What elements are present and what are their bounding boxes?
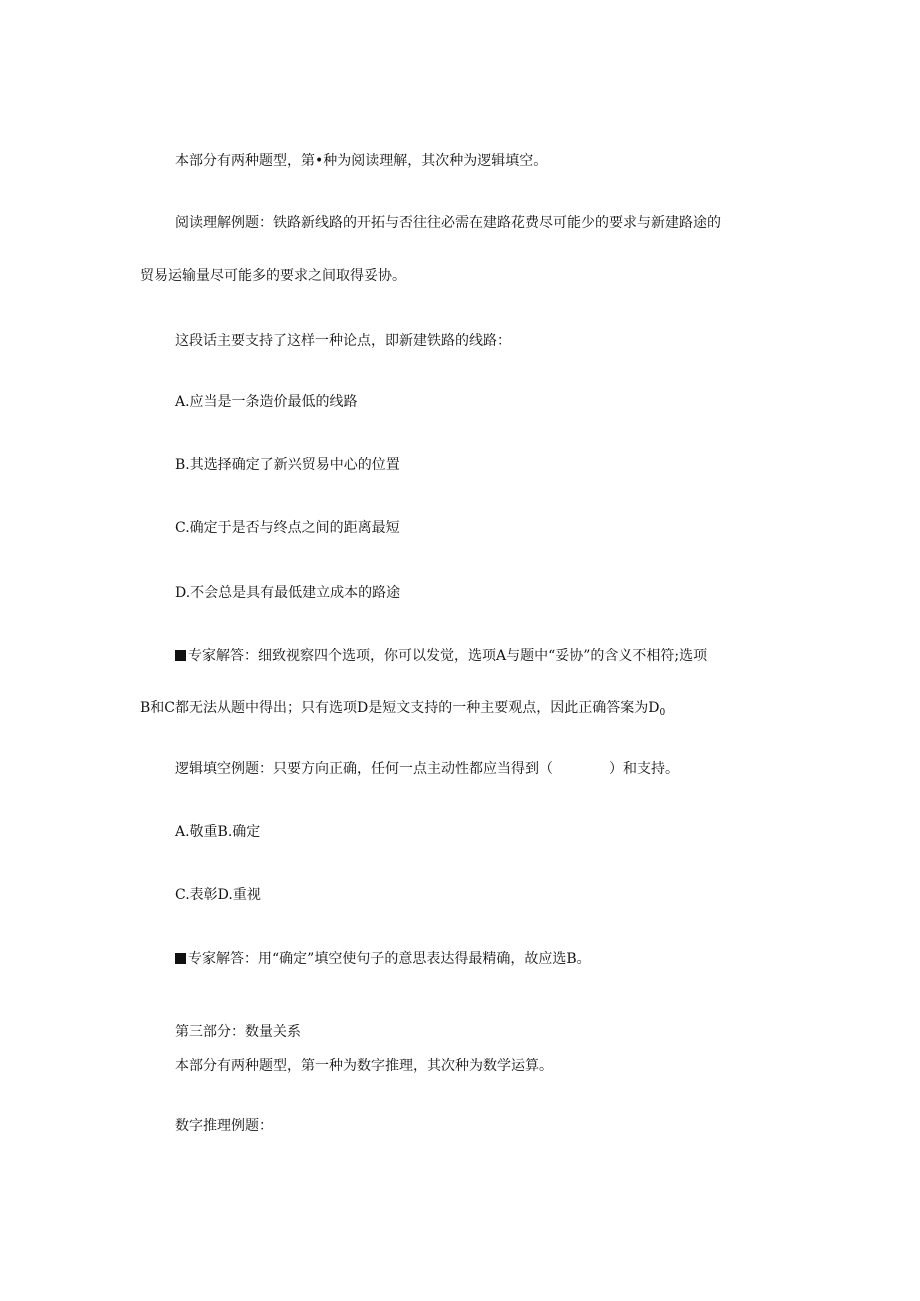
logic-options-line-1: A.敬重B.确定 xyxy=(175,824,261,840)
logic-answer xyxy=(175,950,591,968)
reading-answer-line-2 xyxy=(140,699,665,717)
reading-option-c: C.确定于是否与终点之间的距离最短 xyxy=(175,520,400,536)
square-bullet-icon xyxy=(175,650,186,661)
reading-answer-text-2: B和C都无法从题中得出；只有选项D是短文支持的一种主要观点，因此正确答案为D xyxy=(140,700,660,716)
reading-option-a: A.应当是一条造价最低的线路 xyxy=(175,394,358,410)
part3-heading: 第三部分：数量关系 xyxy=(175,1024,301,1040)
square-bullet-icon xyxy=(175,953,186,964)
part3-intro: 本部分有两种题型，第一种为数字推理，其次种为数学运算。 xyxy=(175,1058,553,1074)
section-intro: 本部分有两种题型，第•种为阅读理解，其次种为逻辑填空。 xyxy=(175,153,548,169)
logic-answer-text: 专家解答：用“确定”填空使句子的意思表达得最精确，故应选B。 xyxy=(188,951,591,967)
reading-question-line-1: 阅读理解例题：铁路新线路的开拓与否往往必需在建路花费尽可能少的要求与新建路途的 xyxy=(175,215,721,231)
logic-question xyxy=(175,760,679,778)
logic-options-line-2: C.表彰D.重视 xyxy=(175,887,261,903)
reading-option-d: D.不会总是具有最低建立成本的路途 xyxy=(175,585,401,601)
reading-prompt: 这段话主要支持了这样一种论点，即新建铁路的线路： xyxy=(175,333,511,349)
reading-option-b: B.其选择确定了新兴贸易中心的位置 xyxy=(175,457,400,473)
logic-question-pre: 逻辑填空例题：只要方向正确，任何一点主动性都应当得到（ xyxy=(175,761,553,777)
answer-subscript: 0 xyxy=(659,708,666,718)
reading-question-line-2: 贸易运输量尽可能多的要求之间取得妥协。 xyxy=(140,268,406,284)
reading-answer-text-1: 专家解答：细致视察四个选项，你可以发觉，选项A与题中“妥协”的含义不相符;选项 xyxy=(188,648,708,664)
part3-example: 数字推理例题： xyxy=(175,1118,273,1134)
reading-answer-line-1 xyxy=(175,647,707,665)
logic-question-post: ）和支持。 xyxy=(609,761,679,777)
